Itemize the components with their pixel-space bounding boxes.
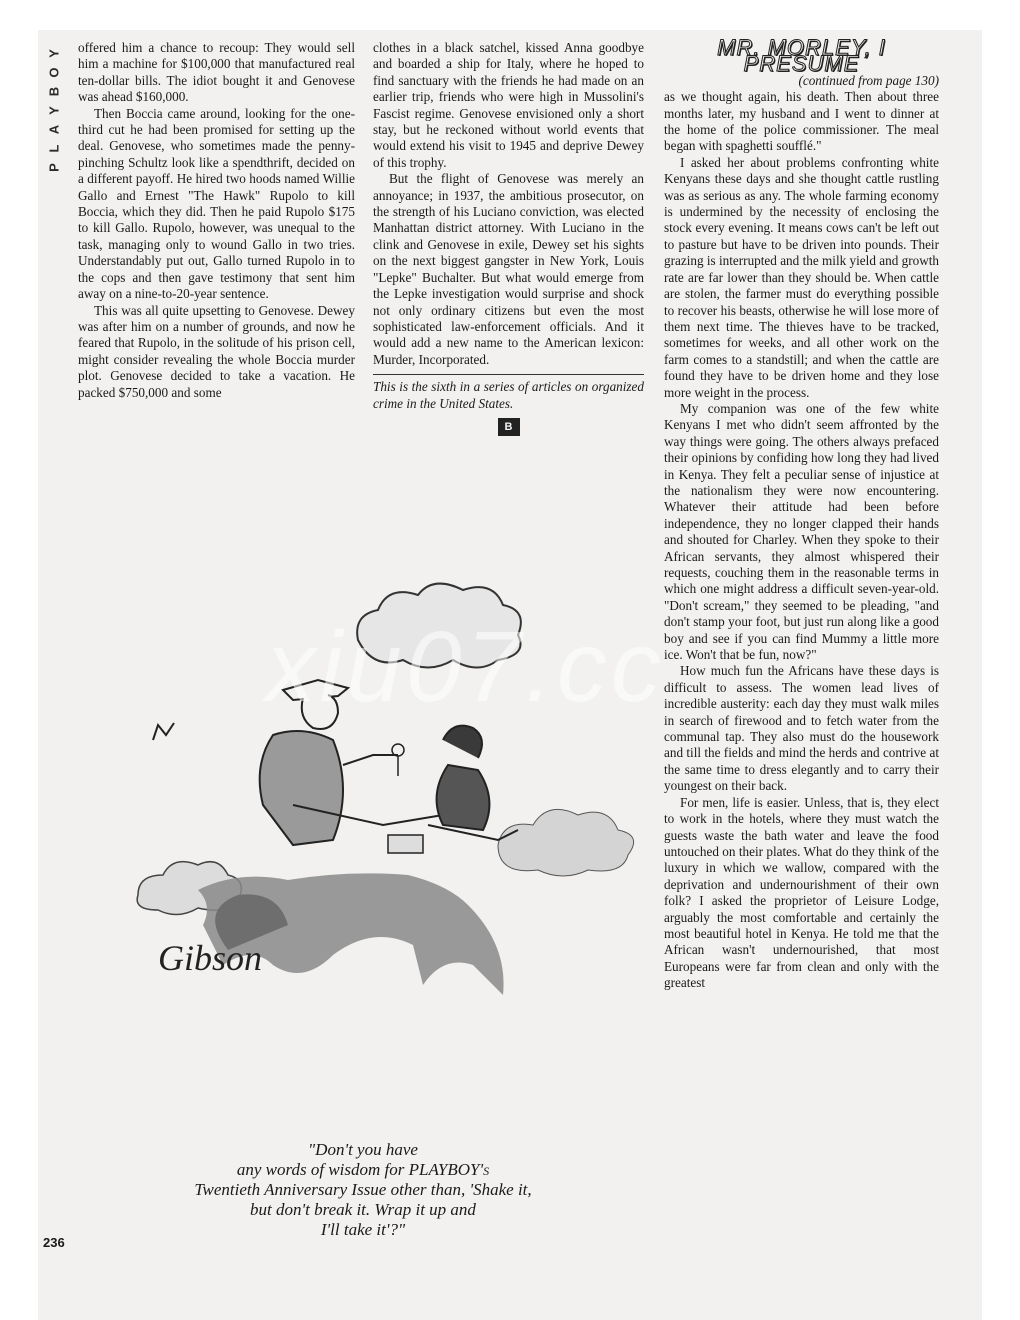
series-note: This is the sixth in a series of articles on organized crime in the United States. <box>373 379 644 411</box>
paragraph: For men, life is easier. Unless, that is, they elect to work in the hotels, where they must watch the guests waste the bath water and leave the food untouched on their plates. What do they think of the luxury in which we wallow, compared with the deprivation and undernourishment of their own folk? I asked the proprietor of Leisure Lodge, arguably the most comfortable and certainly the most beautiful hotel in Kenya. He told me that the African wasn't undernourished, that most Europeans were far from clean and only with the greatest <box>664 794 939 991</box>
paragraph: How much fun the Africans have these days is difficult to assess. The women lead lives of incredible austerity: each day they must walk miles in search of firewood and to fetch water from the communal tap. They also must do the housework and till the fields and mind the herds and contrive at the same time to dress elegantly and to carry their youngest on their back. <box>664 663 939 794</box>
caption-line: I'll take it'?" <box>320 1220 406 1239</box>
cartoon-caption <box>138 1140 588 1240</box>
magazine-page <box>38 30 982 1320</box>
glass-icon <box>392 744 404 776</box>
paragraph: My companion was one of the few white Kenyans I met who didn't seem affronted by the way things were going. The others always prefaced their opinions by confiding how long they had lived in Kenya. They felt a peculiar sense of injustice at the nationalism they were now encountering. Whatever their attitude had been before independence, they no longer clapped their hands and shouted for Charley. When they spoke to their African servants, they almost whispered their requests, couching them in the reasonable terms in which one might address a difficult seven-year-old. "Don't scream," they seemed to be pleading, "and don't stamp your foot, but just run along like a good boy and see if you can find Mummy a little more ice. Won't that be fun, now?" <box>664 400 939 663</box>
column-right <box>664 35 939 992</box>
caption-brand: PLAYBOY's <box>408 1160 490 1179</box>
running-head-letters <box>44 44 64 177</box>
bird-icon <box>153 723 174 740</box>
caption-line: Twentieth Anniversary Issue other than, 'Shake it, <box>194 1180 532 1199</box>
column-left <box>78 40 355 401</box>
paragraph: as we thought again, his death. Then about three months later, my husband and I went to dinner at the home of the police commissioner. The meal began with spaghetti soufflé." <box>664 89 939 154</box>
paragraph: I asked her about problems confronting white Kenyans these days and she thought cattle rustling was as serious as any. The whole farming economy is undermined by the necessity of enclosing the stock every evening. It means cows can't be left out to pasture but have to be driven into pounds. Their grazing is interrupted and the milk yield and growth rate are far lower than they should be. When cattle are stolen, the farmer must do everything possible to recover his beasts, otherwise he will lose more of them next time. The thieves have to be tracked, sometimes for weeks, and all other work on the farm comes to a standstill; and when the cattle are found they have to be driven home and they lose more weight in the process. <box>664 154 939 400</box>
caption-line <box>138 1160 588 1180</box>
running-head-letter: Y <box>46 49 62 58</box>
cloud-icon <box>498 809 634 876</box>
radio-icon <box>388 835 423 853</box>
artist-signature: Gibson <box>158 938 263 978</box>
continued-note: (continued from page 130) <box>798 72 939 88</box>
running-head-letter: O <box>46 67 62 78</box>
companion-figure <box>428 726 518 840</box>
caption-line: "Don't you have <box>308 1140 418 1159</box>
paragraph: This was all quite upsetting to Genovese. Dewey was after him on a number of grounds, and now he feared that Rupolo, in the solitude of his prison cell, might consider revealing the whole Boccia murder plot. Genovese decided to take a vacation. He packed $750,000 and some <box>78 302 355 400</box>
page-number: 236 <box>43 1235 65 1250</box>
paragraph: clothes in a black satchel, kissed Anna goodbye and boarded a ship for Italy, where he hoped to find sanctuary with the friends he had made on an earlier trip, friends who were high in Mussolini's Fascist regime. Genovese envisioned only a short stay, but he reckoned without world events that would extend his visit to 1945 and deprive Dewey of this trophy. <box>373 40 644 170</box>
column-middle <box>373 40 644 436</box>
paragraph: offered him a chance to recoup: They would sell him a machine for $100,000 that manufactured real ten-dollar bills. The idiot bought it and Genovese was ahead $160,000. <box>78 40 355 105</box>
rabbit-end-mark-icon: B <box>498 418 520 436</box>
running-head-letter: L <box>46 144 62 153</box>
paragraph: Then Boccia came around, looking for the one-third cut he had been promised for setting up the deal. Genovese, who sometimes made the penny-pinching Schultz look like a spendthrift, decided on a different payoff. He hired two hoods named Willie Gallo and Ernest "The Hawk" Rupolo to kill Boccia, which they did. Then he paid Rupolo $175 to kill Gallo. Rupolo, however, was unequal to the task, managing only to wound Gallo in two tries. Understandably put out, Gallo turned Rupolo in to the cops and then gave testimony that sent him away on a nine-to-20-year sentence. <box>78 105 355 302</box>
caption-line: but don't break it. Wrap it up and <box>250 1200 476 1219</box>
watermark: xiu07.cc <box>266 611 665 723</box>
running-head-letter: P <box>46 163 62 172</box>
caption-text: any words of wisdom for <box>236 1160 409 1179</box>
running-head-letter: A <box>46 124 62 135</box>
running-head-letter: Y <box>46 106 62 115</box>
article-headline: MR. MORLEY, I PRESUME <box>717 35 886 77</box>
paragraph: But the flight of Genovese was merely an annoyance; in 1937, the ambitious prosecutor, on the strength of his Luciano conviction, was elected Manhattan district attorney. With Luciano in the clink and Genovese in exile, Dewey set his sights on the next biggest gangster in New York, Louis "Lepke" Buchalter. But what would emerge from the Lepke investigation would surprise and shock not only ordinary citizens but even the most sophisticated law-enforcement officials. And it would add a new name to the American lexicon: Murder, Incorporated. <box>373 171 644 367</box>
divider <box>373 374 644 375</box>
running-head-letter: B <box>46 86 62 97</box>
running-head <box>44 44 64 177</box>
